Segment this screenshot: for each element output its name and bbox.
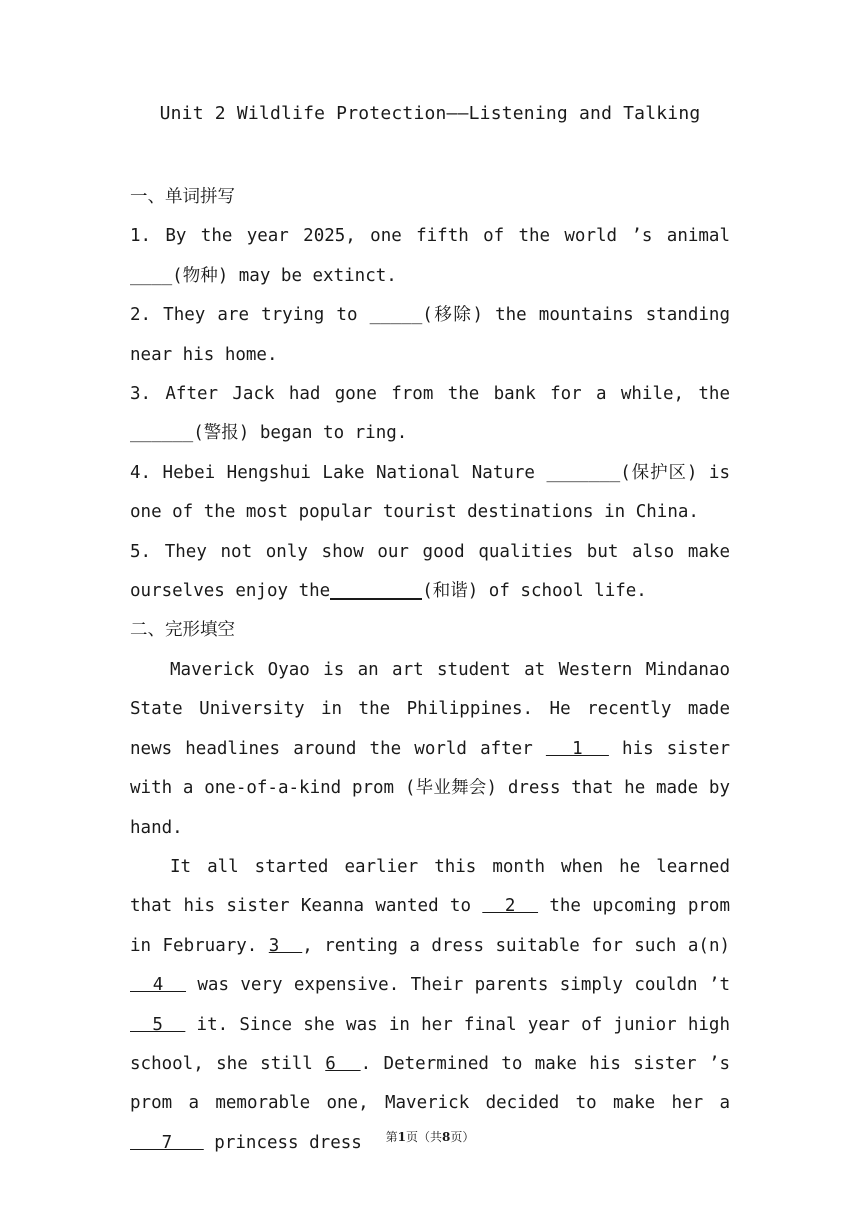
page-title: Unit 2 Wildlife Protection——Listening and Talking [159,103,701,124]
question-4-text-a: 4. Hebei Hengshui Lake National Nature [130,462,547,483]
question-2 [130,296,730,375]
cloze-blank-4: 4 [130,975,187,996]
cloze-text: Maverick Oyao is an art student at Western Mindanao State University in the Philippines. He recently made news headlines around the world after [130,659,730,759]
footer-middle: 页（共 [405,1130,442,1144]
footer-suffix: 页） [450,1130,475,1144]
section-heading-cloze: 二、完形填空 [130,620,235,641]
footer-page-number: 1 [397,1130,406,1144]
cloze-blank-3: 3 [268,935,303,956]
footer-prefix: 第 [385,1130,398,1144]
question-3-blank: ______ [130,423,194,444]
cloze-blank-6: 6 [325,1053,361,1074]
question-5 [130,533,730,612]
question-1-text-b: (物种) may be extinct. [172,265,397,286]
cloze-text: his sister with a one-of-a-kind prom (毕业舞会) dress that he made by hand. [130,738,730,838]
footer-total-pages: 8 [442,1130,451,1144]
question-3-text-a: 3. After Jack had gone from the bank for a while, the [130,384,730,405]
question-3-text-b: (警报) began to ring. [193,423,408,444]
question-5-text-a: 5. They not only show our good qualities but also make ourselves enjoy the [130,541,730,602]
question-4 [130,454,730,533]
question-1 [130,217,730,296]
cloze-text: it. Since she was in her final year of junior high school, she still [130,1014,730,1074]
cloze-paragraph-1 [130,651,730,848]
document-body [130,178,730,1163]
cloze-blank-7: 7 [130,1132,204,1153]
cloze-text: It all started earlier this month when he learned that his sister Keanna wanted to [130,856,730,917]
question-1-text-a: 1. By the year 2025, one fifth of the world ’s animal [130,226,730,247]
cloze-text: princess dress [203,1132,362,1153]
cloze-blank-1: 1 [545,738,609,759]
question-5-text-b: (和谐) of school life. [422,581,647,602]
question-1-blank: ____ [130,265,173,286]
question-2-text-a: 2. They are trying to [130,305,370,326]
section-heading-spelling: 一、单词拼写 [130,187,235,207]
cloze-blank-2: 2 [482,896,539,917]
question-4-blank: _______ [546,462,621,483]
question-2-blank: _____ [369,305,423,326]
cloze-text: the upcoming prom in February. [130,896,730,956]
question-5-blank [330,578,422,600]
cloze-text: , renting a dress suitable for such a(n) [302,935,731,956]
question-3 [130,375,730,454]
cloze-text: . Determined to make his sister ’s prom a memorable one, Maverick decided to make her a [130,1053,730,1114]
page-footer [0,1128,860,1145]
cloze-paragraph-2 [130,848,730,1163]
cloze-text: was very expensive. Their parents simply couldn ’t [186,975,730,996]
cloze-blank-5: 5 [130,1014,186,1035]
question-4-text-b: (保护区) is one of the most popular tourist destinations in China. [130,462,730,523]
question-2-text-b: (移除) the mountains standing near his home. [130,305,730,365]
